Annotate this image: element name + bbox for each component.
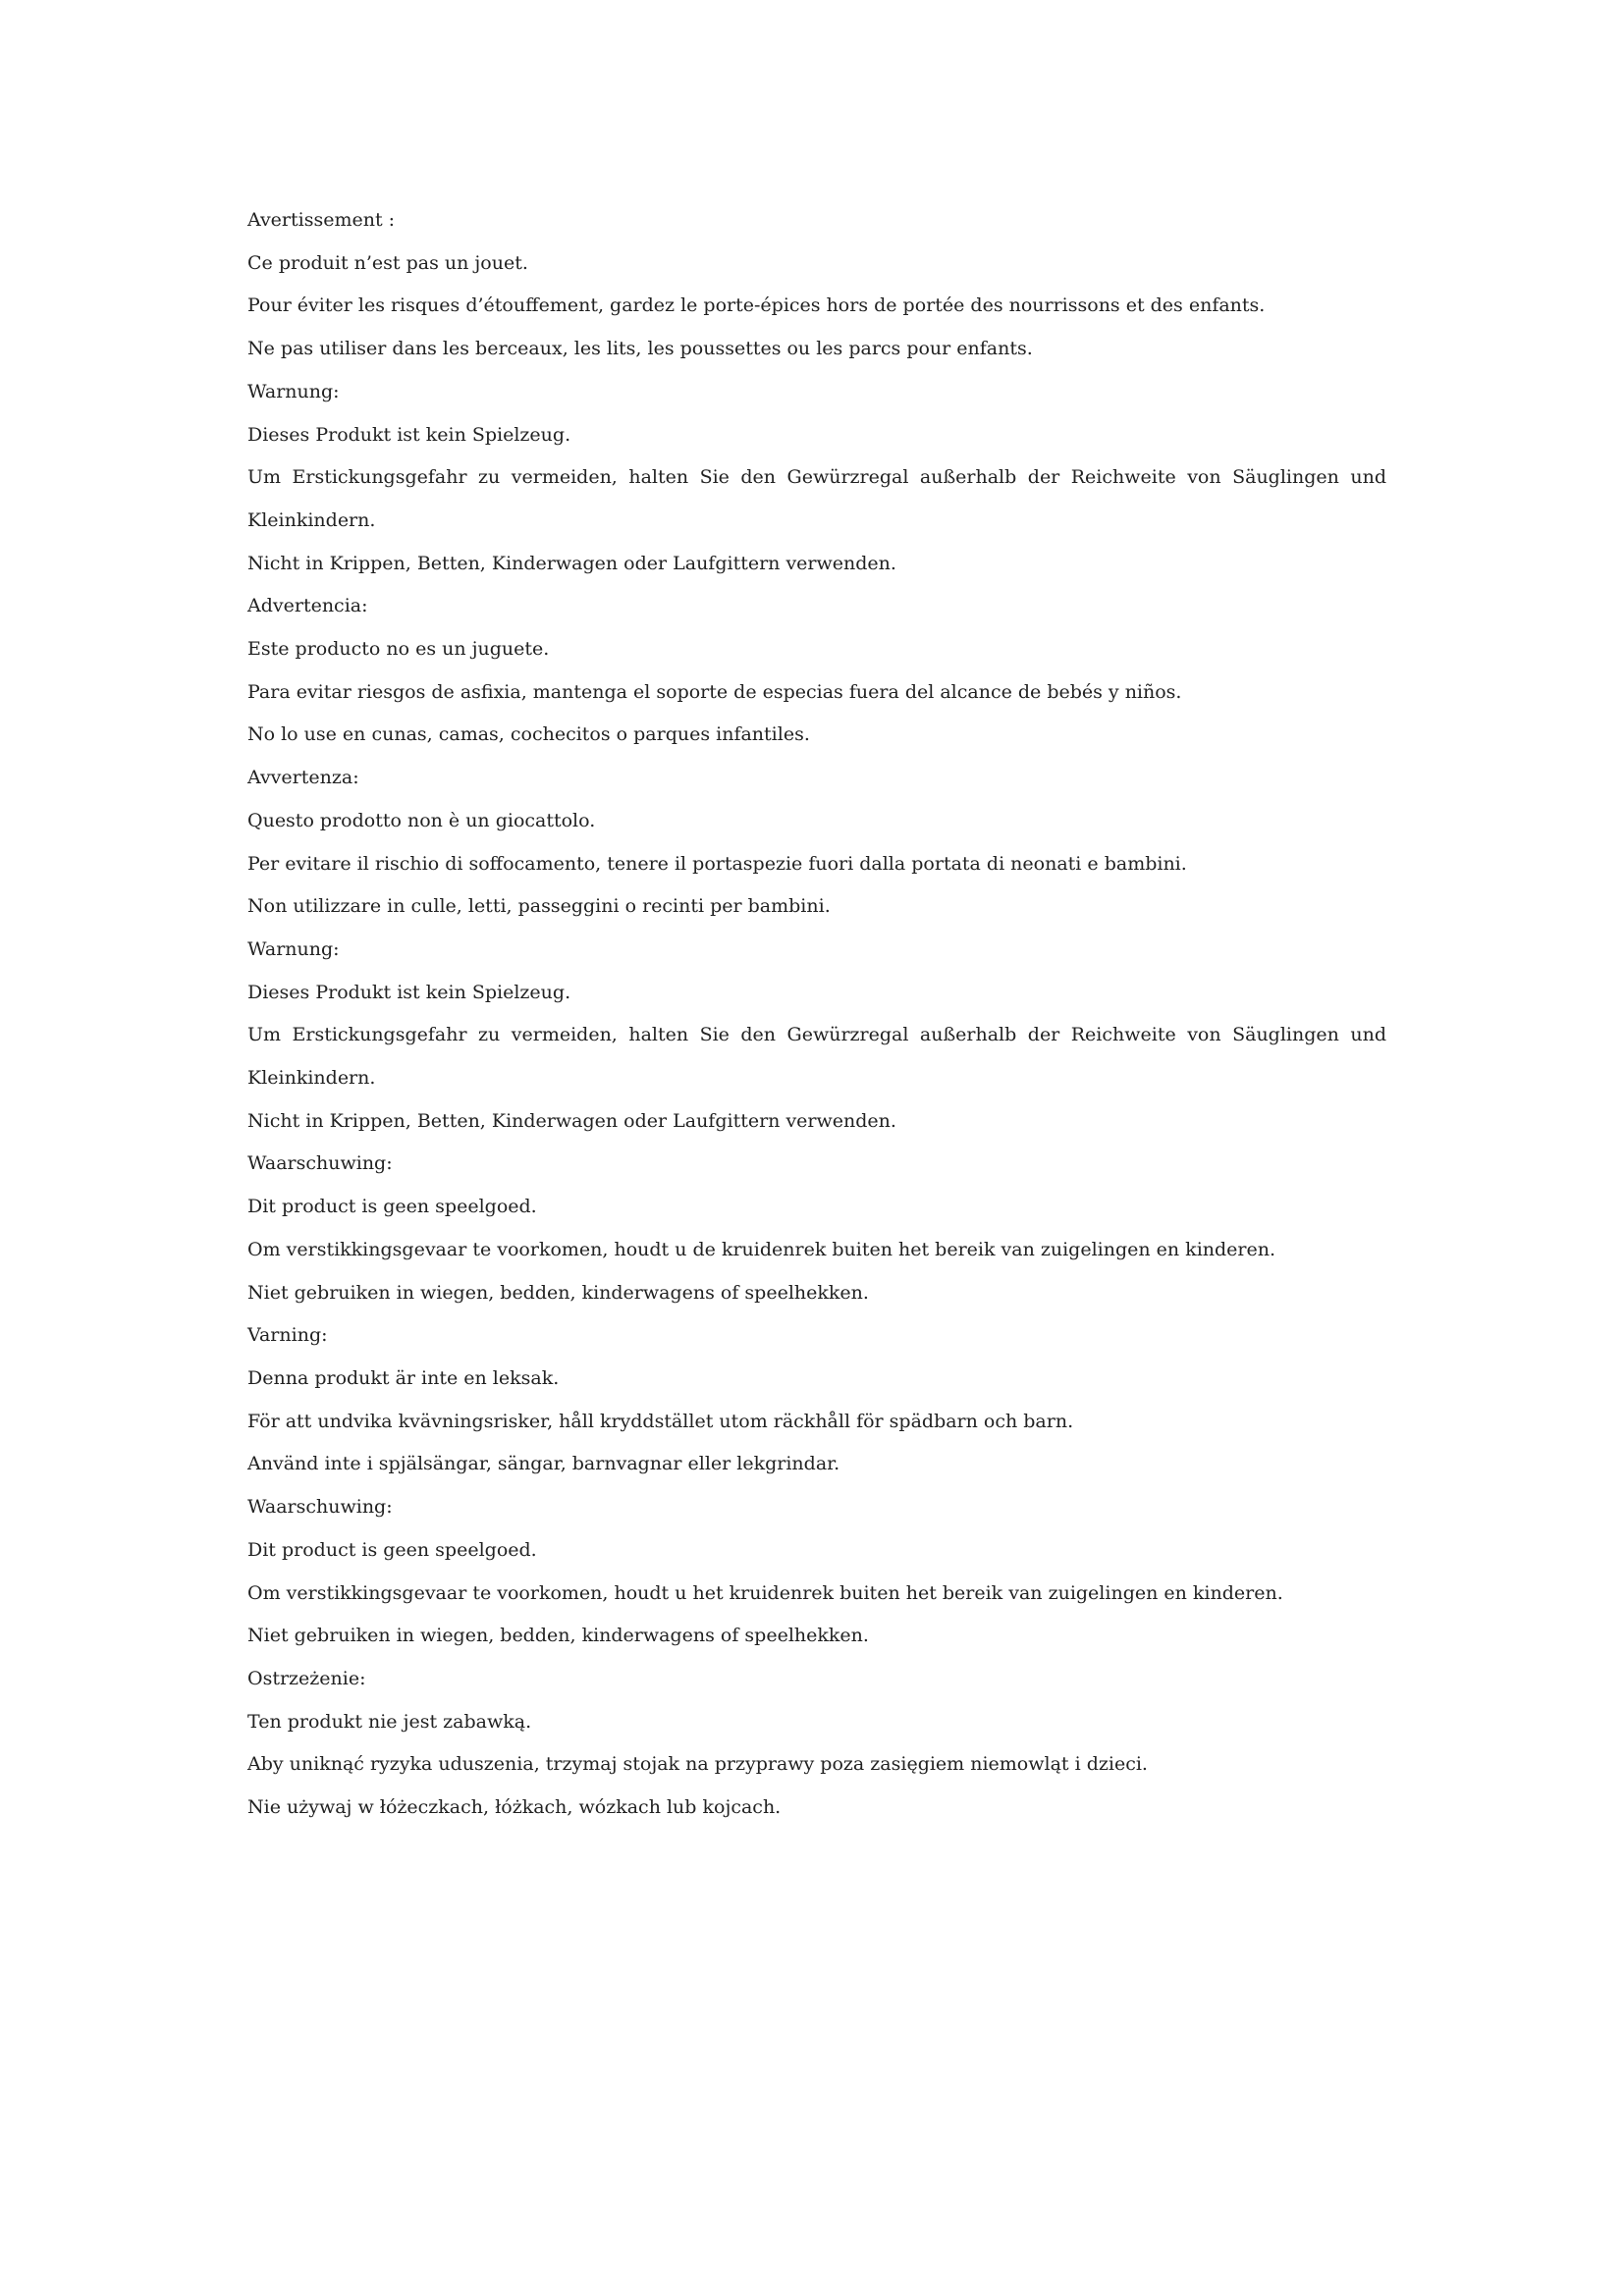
text-line: Warnung: xyxy=(247,380,340,402)
text-line: Ten produkt nie jest zabawką. xyxy=(247,1710,532,1733)
text-line: Per evitare il rischio di soffocamento, tenere il portaspezie fuori dalla portata di neonati e bambini. xyxy=(247,852,1187,875)
text-line: Kleinkindern. xyxy=(247,1067,376,1090)
text-line: Använd inte i spjälsängar, sängar, barnvagnar eller lekgrindar. xyxy=(247,1453,840,1475)
warning-text-block xyxy=(247,199,1386,1830)
text-line: Este producto no es un juguete. xyxy=(247,638,550,661)
text-line: Nicht in Krippen, Betten, Kinderwagen oder Laufgittern verwenden. xyxy=(247,552,896,574)
text-line: Kleinkindern. xyxy=(247,508,376,531)
text-line: Varning: xyxy=(247,1324,328,1347)
text-line: Non utilizzare in culle, letti, passeggini o recinti per bambini. xyxy=(247,895,831,918)
text-line: Para evitar riesgos de asfixia, mantenga el soporte de especias fuera del alcance de bebés y niños. xyxy=(247,680,1182,703)
text-line: Ostrzeżenie: xyxy=(247,1667,366,1689)
text-line: Waarschuwing: xyxy=(247,1496,393,1519)
text-line: Um Erstickungsgefahr zu vermeiden, halten Sie den Gewürzregal außerhalb der Reichweite von Säuglingen und xyxy=(247,466,1386,489)
text-line: Avertissement : xyxy=(247,209,396,231)
text-line: Ne pas utiliser dans les berceaux, les lits, les poussettes ou les parcs pour enfants. xyxy=(247,338,1033,360)
text-line: Questo prodotto non è un giocattolo. xyxy=(247,809,596,831)
text-line: Om verstikkingsgevaar te voorkomen, houdt u het kruidenrek buiten het bereik van zuigelingen en kinderen. xyxy=(247,1581,1283,1604)
text-line: Dieses Produkt ist kein Spielzeug. xyxy=(247,981,571,1003)
text-line: Nie używaj w łóżeczkach, łóżkach, wózkach lub kojcach. xyxy=(247,1796,782,1819)
text-line: Warnung: xyxy=(247,937,340,960)
text-line: Pour éviter les risques d’étouffement, gardez le porte-épices hors de portée des nourrissons et des enfants. xyxy=(247,294,1266,317)
text-line: Niet gebruiken in wiegen, bedden, kinderwagens of speelhekken. xyxy=(247,1281,869,1304)
text-line: Dit product is geen speelgoed. xyxy=(247,1538,537,1561)
text-line: Um Erstickungsgefahr zu vermeiden, halten Sie den Gewürzregal außerhalb der Reichweite von Säuglingen und xyxy=(247,1024,1386,1046)
text-line: Avvertenza: xyxy=(247,767,359,789)
text-line: Waarschuwing: xyxy=(247,1152,393,1175)
text-line: Nicht in Krippen, Betten, Kinderwagen oder Laufgittern verwenden. xyxy=(247,1109,896,1132)
text-line: Om verstikkingsgevaar te voorkomen, houdt u de kruidenrek buiten het bereik van zuigelingen en kinderen. xyxy=(247,1238,1276,1260)
text-line: Advertencia: xyxy=(247,595,368,617)
text-line: Ce produit n’est pas un jouet. xyxy=(247,251,528,274)
text-line: Dit product is geen speelgoed. xyxy=(247,1196,537,1218)
text-line: Denna produkt är inte en leksak. xyxy=(247,1366,560,1389)
text-line: Dieses Produkt ist kein Spielzeug. xyxy=(247,423,571,446)
text-line: För att undvika kvävningsrisker, håll kryddstället utom räckhåll för spädbarn och barn. xyxy=(247,1410,1074,1432)
text-line: Niet gebruiken in wiegen, bedden, kinderwagens of speelhekken. xyxy=(247,1625,869,1647)
text-line: No lo use en cunas, camas, cochecitos o parques infantiles. xyxy=(247,723,810,746)
text-line: Aby uniknąć ryzyka uduszenia, trzymaj stojak na przyprawy poza zasięgiem niemowląt i dzieci. xyxy=(247,1753,1148,1776)
